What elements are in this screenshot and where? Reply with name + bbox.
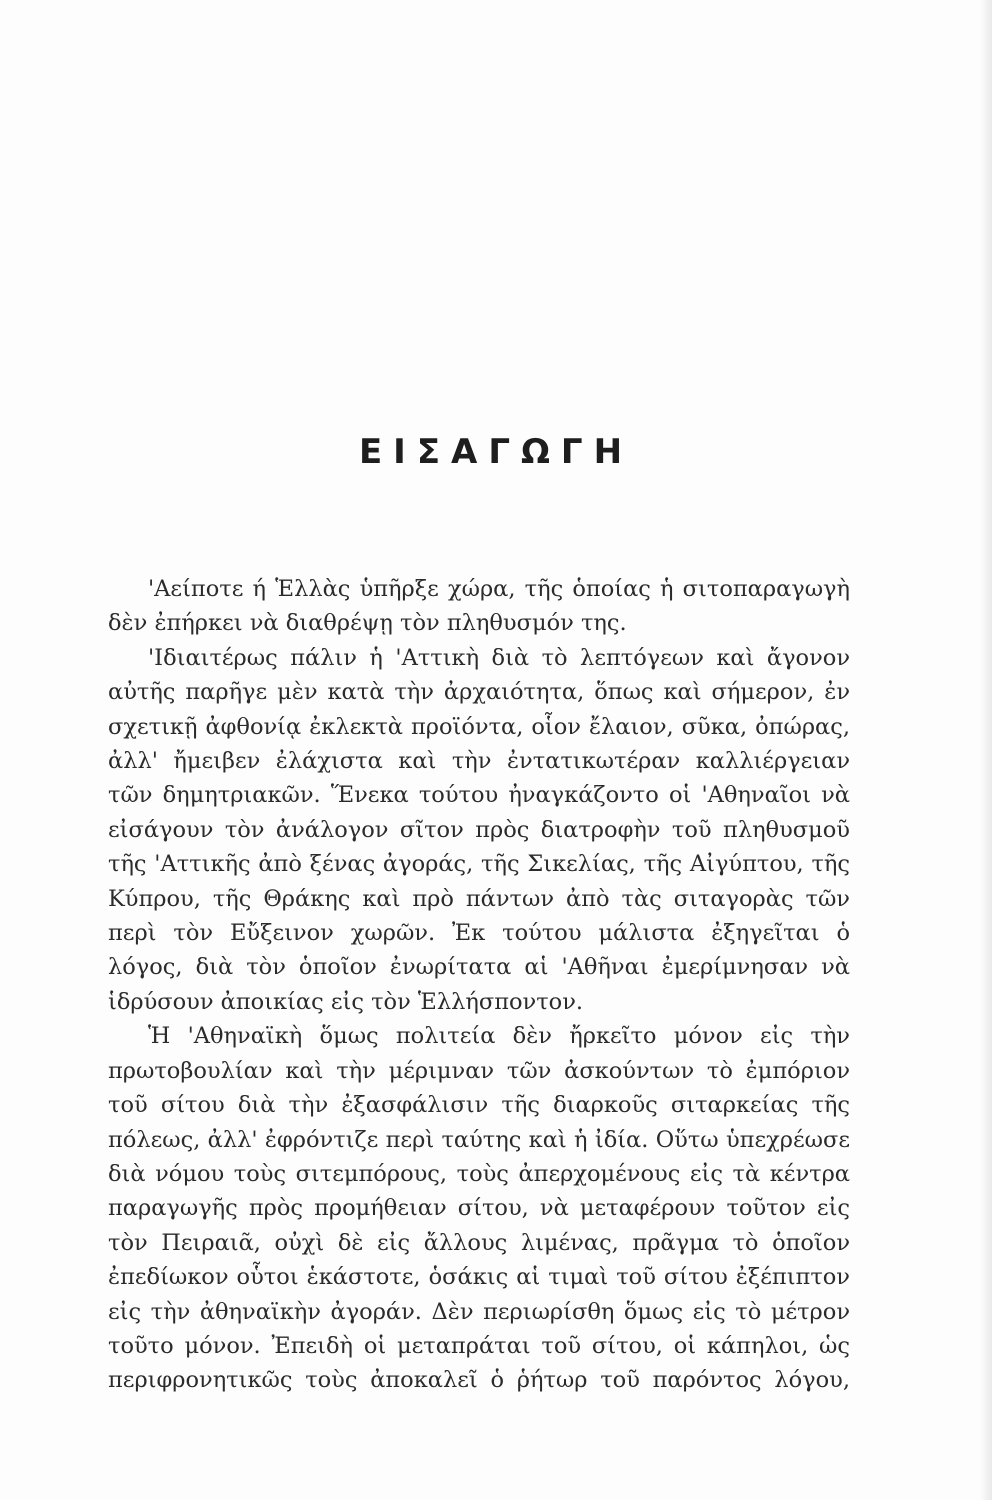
paragraph-1: 'Αείποτε ή Ἑλλὰς ὑπῆρξε χώρα, τῆς ὁποίας ἡ σιτοπαραγωγὴ δὲν ἐπήρκει νὰ διαθρέψῃ τὸν πληθυσμόν της. bbox=[108, 576, 850, 637]
body-text bbox=[108, 572, 850, 1398]
page-edge-shadow bbox=[980, 0, 992, 1500]
paragraph-3: Ἡ 'Αθηναϊκὴ ὅμως πολιτεία δὲν ἤρκεῖτο μόνον εἰς τὴν πρωτοβουλίαν καὶ τὴν μέριμναν τῶν ἀσκούντων τὸ ἐμπόριον τοῦ σίτου διὰ τὴν ἐξασφάλισιν τῆς διαρκοῦς σιταρκείας τῆς πόλεως, ἀλλ' ἐφρόντιζε περὶ ταύτης καὶ ἡ ἰδία. Οὕτω ὑπεχρέωσε διὰ νόμου τοὺς σιτεμπόρους, τοὺς ἀπερχομένους εἰς τὰ κέντρα παραγωγῆς πρὸς προμήθειαν σίτου, νὰ μεταφέρουν τοῦτον εἰς τὸν Πειραιᾶ, οὐχὶ δὲ εἰς ἄλλους λιμένας, πρᾶγμα τὸ ὁποῖον ἐπεδίωκον οὗτοι ἑκάστοτε, ὁσάκις αἱ τιμαὶ τοῦ σίτου ἐξέπιπτον εἰς τὴν ἀθηναϊκὴν ἀγοράν. Δὲν περιωρίσθη ὅμως εἰς τὸ μέτρον τοῦτο μόνον. Ἐπειδὴ οἱ μεταπράται τοῦ σίτου, οἱ κάπηλοι, ὡς περιφρονητικῶς τοὺς ἀποκαλεῖ ὁ ῥήτωρ τοῦ παρόντος λόγου, bbox=[108, 1023, 850, 1394]
paragraph-2: 'Ιδιαιτέρως πάλιν ἡ 'Αττικὴ διὰ τὸ λεπτόγεων καὶ ἄγονον αὐτῆς παρῆγε μὲν κατὰ τὴν ἀρχαιότητα, ὅπως καὶ σήμερον, ἐν σχετικῇ ἀφθονίᾳ ἐκλεκτὰ προϊόντα, οἷον ἔλαιον, σῦκα, ὀπώρας, ἀλλ' ἤμειβεν ἐλάχιστα καὶ τὴν ἐντατικωτέραν καλλιέργειαν τῶν δημητριακῶν. Ἕνεκα τούτου ἠναγκάζοντο οἱ 'Αθηναῖοι νὰ εἰσάγουν τὸν ἀνάλογον σῖτον πρὸς διατροφὴν τοῦ πληθυσμοῦ τῆς 'Αττικῆς ἀπὸ ξένας ἀγοράς, τῆς Σικελίας, τῆς Αἰγύπτου, τῆς Κύπρου, τῆς Θράκης καὶ πρὸ πάντων ἀπὸ τὰς σιταγορὰς τῶν περὶ τὸν Εὔξεινον χωρῶν. Ἐκ τούτου μάλιστα ἐξηγεῖται ὁ λόγος, διὰ τὸν ὁποῖον ἐνωρίτατα αἱ 'Αθῆναι ἐμερίμνησαν νὰ ἱδρύσουν ἀποικίας εἰς τὸν Ἑλλήσποντον. bbox=[108, 644, 850, 1015]
chapter-heading: ΕΙΣΑΓΩΓΗ bbox=[358, 432, 634, 472]
